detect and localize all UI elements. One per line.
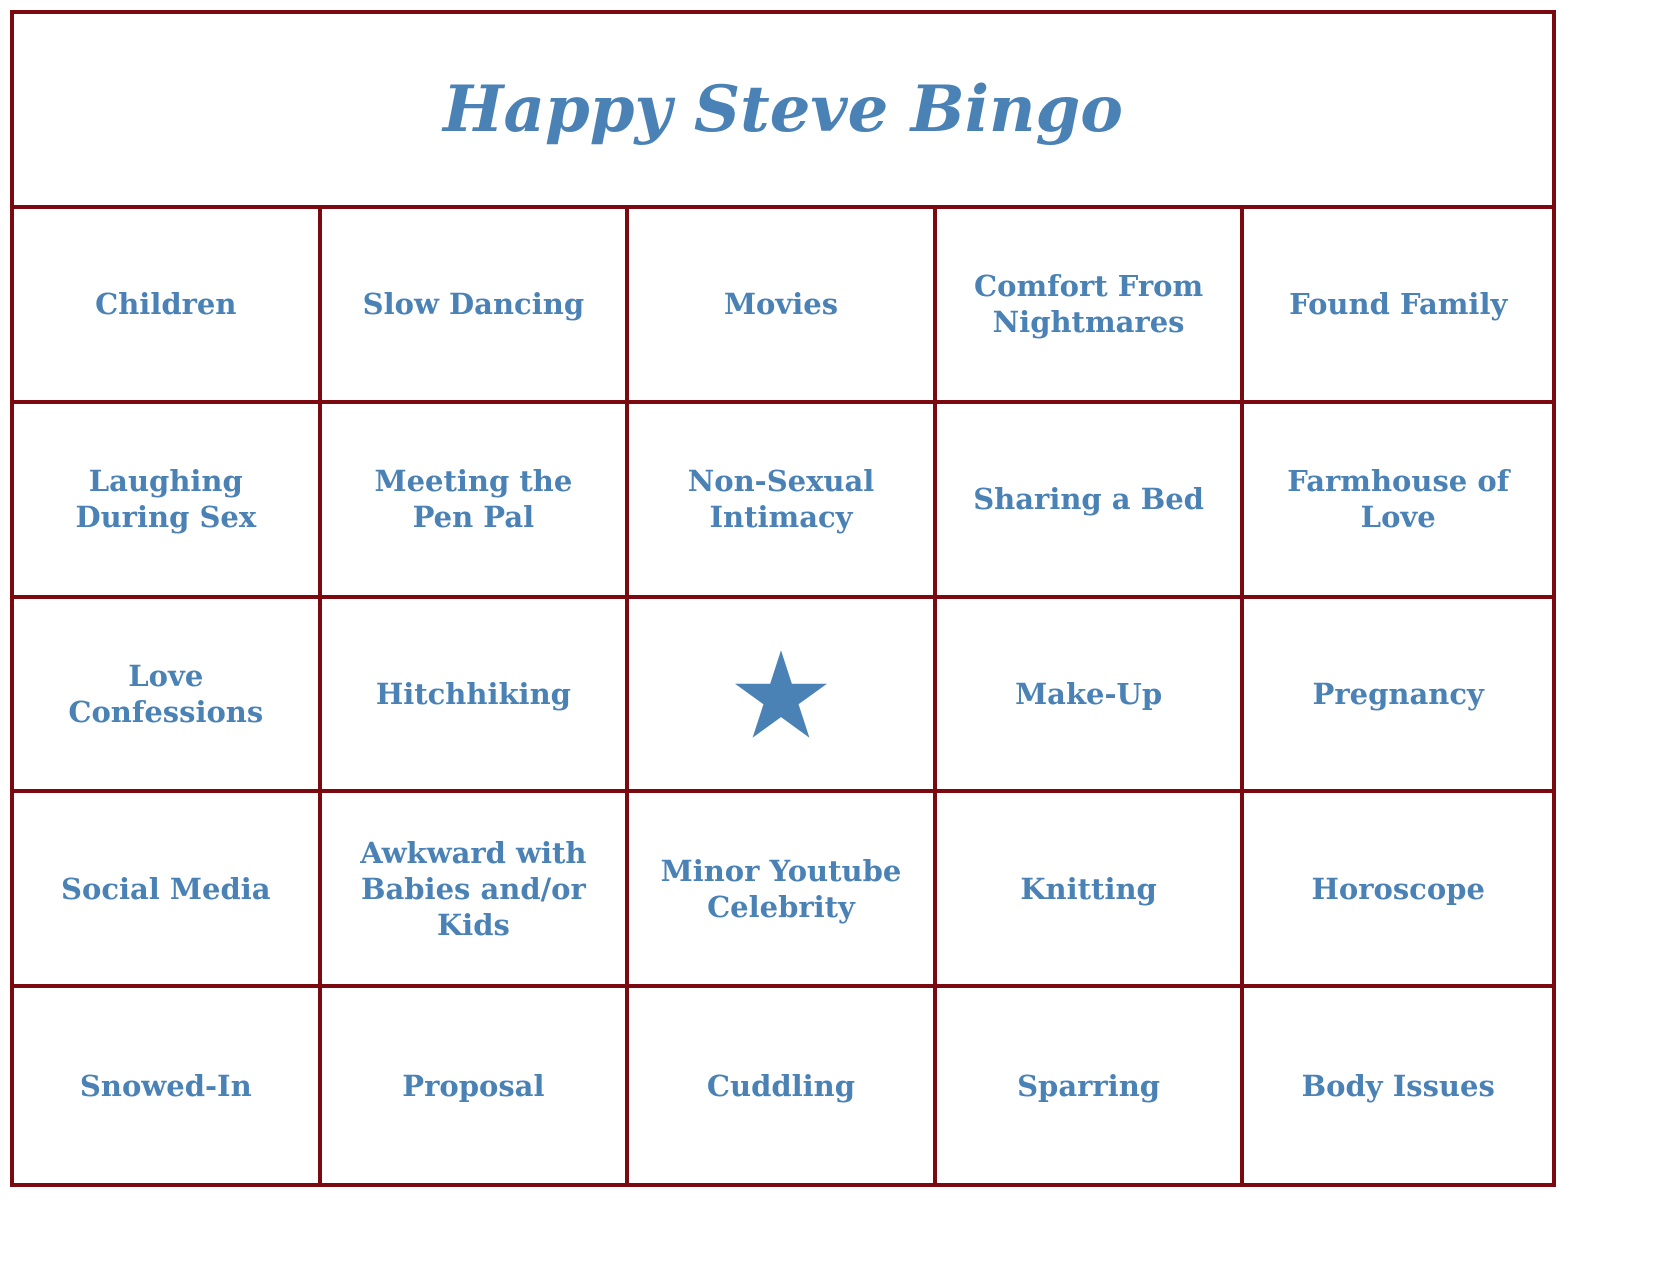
bingo-cell-label: Make-Up: [1015, 676, 1163, 711]
bingo-cell[interactable]: [322, 988, 630, 1183]
bingo-cell[interactable]: [629, 988, 937, 1183]
bingo-cell[interactable]: [1244, 209, 1552, 404]
bingo-cell-label: Minor Youtube Celebrity: [660, 853, 902, 924]
bingo-cell-label: Children: [95, 287, 237, 322]
bingo-cell[interactable]: [322, 209, 630, 404]
title-row: [14, 14, 1552, 209]
bingo-cell[interactable]: [629, 404, 937, 599]
bingo-cell[interactable]: [322, 599, 630, 794]
bingo-cell-label: Movies: [723, 287, 839, 322]
bingo-cell-label: Laughing During Sex: [75, 464, 257, 535]
star-icon: [735, 650, 827, 738]
bingo-cell-label: Sharing a Bed: [973, 482, 1204, 517]
bingo-cell-label: Love Confessions: [68, 658, 264, 729]
bingo-cell-label: Slow Dancing: [362, 287, 585, 322]
bingo-cell[interactable]: [937, 404, 1245, 599]
bingo-cell-label: Meeting the Pen Pal: [374, 464, 573, 535]
bingo-cell[interactable]: [629, 209, 937, 404]
bingo-cell-label: Knitting: [1020, 871, 1157, 906]
bingo-cell-label: Non-Sexual Intimacy: [687, 464, 875, 535]
bingo-cell-label: Awkward with Babies and/or Kids: [360, 835, 587, 942]
bingo-cell-label: Proposal: [402, 1068, 545, 1103]
bingo-cell-label: Social Media: [61, 871, 271, 906]
bingo-cell-label: Cuddling: [706, 1068, 856, 1103]
bingo-cell[interactable]: [14, 793, 322, 988]
bingo-cell[interactable]: [937, 988, 1245, 1183]
bingo-grid: [14, 209, 1552, 1183]
free-space-cell[interactable]: [629, 599, 937, 794]
bingo-cell[interactable]: [1244, 988, 1552, 1183]
bingo-cell[interactable]: [14, 404, 322, 599]
bingo-cell[interactable]: [1244, 599, 1552, 794]
bingo-card: [10, 10, 1556, 1187]
bingo-cell[interactable]: [937, 793, 1245, 988]
bingo-cell[interactable]: [1244, 793, 1552, 988]
page-title: Happy Steve Bingo: [443, 71, 1123, 147]
bingo-cell-label: Comfort From Nightmares: [974, 269, 1204, 340]
bingo-cell[interactable]: [937, 209, 1245, 404]
bingo-cell[interactable]: [14, 988, 322, 1183]
bingo-cell[interactable]: [14, 599, 322, 794]
bingo-cell-label: Pregnancy: [1312, 676, 1484, 711]
bingo-cell-label: Sparring: [1017, 1068, 1161, 1103]
bingo-cell-label: Horoscope: [1311, 871, 1485, 906]
bingo-cell[interactable]: [322, 404, 630, 599]
bingo-cell[interactable]: [1244, 404, 1552, 599]
bingo-cell[interactable]: [14, 209, 322, 404]
bingo-cell-label: Farmhouse of Love: [1287, 464, 1510, 535]
bingo-cell-label: Snowed-In: [79, 1068, 252, 1103]
bingo-cell[interactable]: [937, 599, 1245, 794]
bingo-cell-label: Hitchhiking: [375, 676, 571, 711]
bingo-cell[interactable]: [322, 793, 630, 988]
bingo-cell-label: Found Family: [1289, 287, 1508, 322]
bingo-cell[interactable]: [629, 793, 937, 988]
bingo-cell-label: Body Issues: [1301, 1068, 1495, 1103]
